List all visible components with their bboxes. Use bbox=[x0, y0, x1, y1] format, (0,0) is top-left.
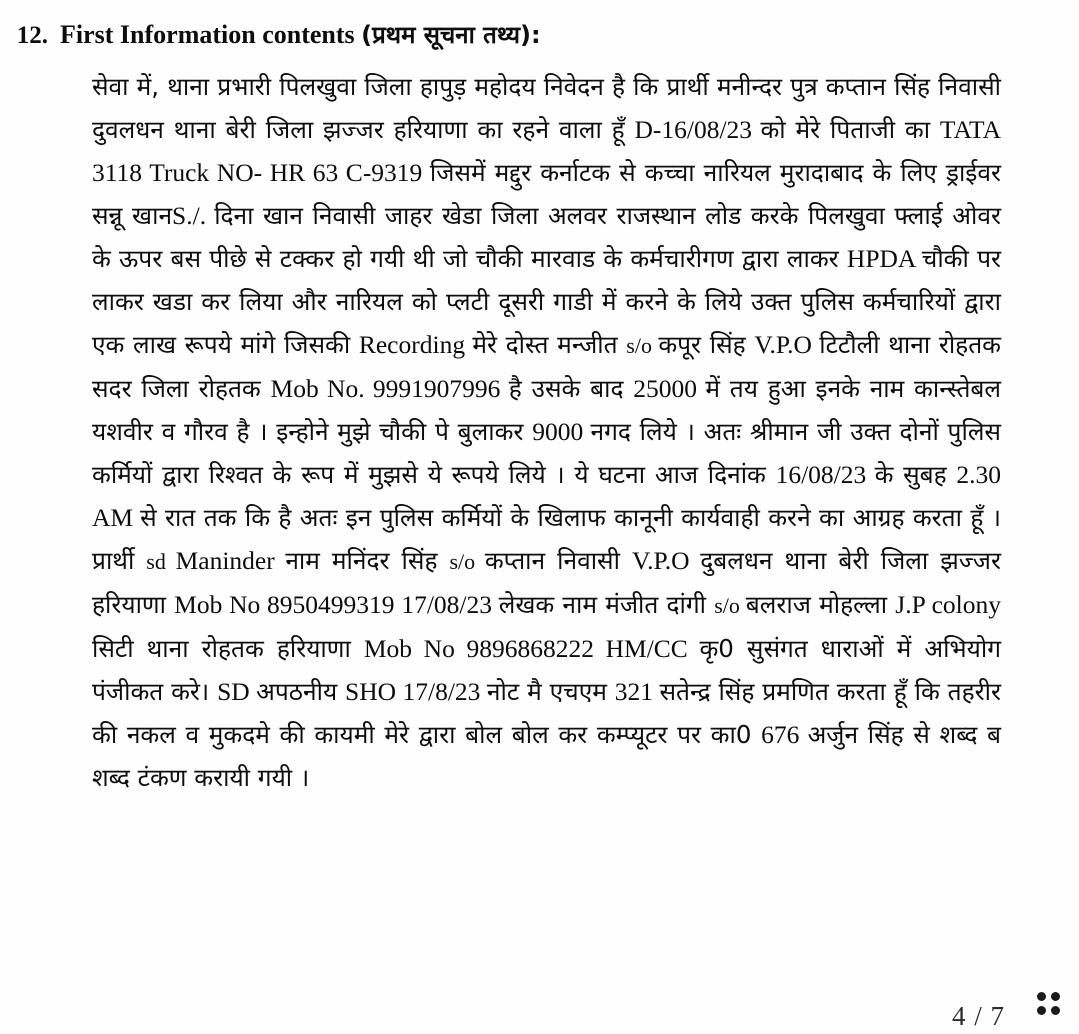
text-segment: कपूर सिंह bbox=[658, 330, 755, 359]
text-segment: सतेन्द्र सिंह प्रमणित करता हूँ कि तहरीर की नकल व मुकदमे की कायमी मेरे द्वारा बोल बोल कर कम्प्यूटर पर का0 bbox=[92, 677, 1002, 749]
text-segment: चौकी पर लाकर खडा कर लिया और नारियल को प्लटी दूसरी गाडी में करने के लिये उक्त पुलिस कर्मचारियों द्वारा एक लाख रूपये मांगे जिसकी bbox=[92, 244, 1002, 359]
text-segment: s/o bbox=[714, 593, 746, 618]
page-number: 4 / 7 bbox=[951, 1001, 1005, 1031]
text-segment: मेरे दोस्त मन्जीत bbox=[472, 330, 627, 359]
text-segment: है उसके बाद bbox=[508, 374, 634, 403]
text-segment: s/o bbox=[449, 549, 485, 574]
text-segment: अपठनीय bbox=[256, 677, 346, 706]
text-segment: कृ0 सुसंगत धाराओं में अभियोग पंजीकत करे। bbox=[92, 634, 1002, 706]
text-segment: जिसमें मद्दुर कर्नाटक से कच्चा नारियल मुरादाबाद के लिए ड्राईवर सन्नू खान bbox=[92, 158, 1001, 230]
text-segment: 9000 bbox=[532, 417, 591, 446]
grid-dots-icon bbox=[1037, 990, 1063, 1024]
fir-contents-text bbox=[92, 65, 1001, 799]
text-segment: अर्जुन सिंह से शब्द ब शब्द टंकण करायी गयी । bbox=[92, 720, 1001, 792]
text-segment: नाम मनिंदर सिंह bbox=[285, 546, 450, 575]
text-segment: V.P.O bbox=[631, 546, 701, 575]
text-segment: 25000 bbox=[633, 374, 706, 403]
text-segment: SD bbox=[217, 677, 257, 706]
text-segment: नोट मै एचएम bbox=[486, 677, 615, 706]
text-segment: सिटी थाना रोहतक हरियाणा bbox=[92, 634, 364, 663]
text-segment: नगद लिये । अतः श्रीमान जी उक्त दोनों पुलिस कर्मियों द्वारा रिश्वत के रूप में मुझसे ये रूपये लिये । ये घटना आज दिनांक bbox=[92, 417, 1001, 489]
text-segment: दुबलधन थाना बेरी जिला झज्जर हरियाणा bbox=[92, 546, 1002, 619]
text-segment: में तय हुआ इनके नाम कान्स्तेबल यशवीर व गौरव है । इन्होने मुझे चौकी पे बुलाकर bbox=[92, 374, 1002, 446]
text-segment: 2.30 AM bbox=[92, 460, 1002, 532]
text-segment: Maninder bbox=[175, 546, 286, 575]
text-segment: Mob No 9896868222 HM/CC bbox=[363, 634, 700, 663]
section-title-devanagari: (प्रथम सूचना तथ्य): bbox=[361, 21, 541, 49]
text-segment: SHO 17/8/23 bbox=[345, 677, 487, 706]
text-segment: J.P colony bbox=[895, 590, 1002, 619]
section-heading bbox=[0, 0, 1079, 51]
section-title bbox=[60, 18, 541, 51]
text-segment: लेखक नाम मंजीत दांगी bbox=[498, 590, 715, 619]
text-segment: sd bbox=[146, 549, 176, 574]
section-title-latin: First Information contents bbox=[60, 20, 355, 49]
text-segment: से रात तक कि है अतः इन पुलिस कर्मियों के खिलाफ कानूनी कार्यवाही करने का आग्रह करता हूँ । प्रार्थी bbox=[92, 503, 1002, 575]
text-segment: s/o bbox=[626, 333, 659, 358]
text-segment: टिटौली थाना रोहतक सदर जिला रोहतक bbox=[92, 330, 1001, 403]
text-segment: Recording bbox=[358, 330, 473, 359]
text-segment: S./. bbox=[172, 201, 215, 230]
text-segment: दिना खान निवासी जाहर खेडा जिला अलवर राजस्थान लोड करके पिलखुवा फ्लाई ओवर के ऊपर बस पीछे से टक्कर हो गयी थी जो चौकी मारवाड के कर्मचारीगण द्वारा लाकर bbox=[92, 201, 1001, 273]
text-segment: बलराज मोहल्ला bbox=[745, 590, 896, 619]
text-segment: 676 bbox=[761, 720, 808, 749]
text-segment: Mob No 8950499319 17/08/23 bbox=[174, 590, 499, 619]
text-segment: के सुबह bbox=[874, 460, 957, 489]
text-segment: D-16/08/23 bbox=[634, 115, 761, 144]
text-segment: Mob No. 9991907996 bbox=[270, 374, 509, 403]
text-segment: को मेरे पिताजी का bbox=[760, 115, 940, 144]
text-segment: कप्तान निवासी bbox=[484, 546, 632, 575]
text-segment: V.P.O bbox=[754, 330, 820, 359]
item-number: 12. bbox=[16, 22, 48, 49]
text-segment: TATA 3118 Truck NO- HR 63 C-9319 bbox=[92, 115, 1001, 187]
text-segment: HPDA bbox=[846, 244, 922, 273]
text-segment: 16/08/23 bbox=[775, 460, 875, 489]
text-segment: सेवा में, थाना प्रभारी पिलखुवा जिला हापुड़ महोदय निवेदन है कि प्रार्थी मनीन्दर पुत्र कप्तान सिंह निवासी दुवलधन थाना बेरी जिला झज्जर हरियाणा का रहने वाला हूँ bbox=[92, 72, 1001, 144]
text-segment: 321 bbox=[614, 677, 660, 706]
